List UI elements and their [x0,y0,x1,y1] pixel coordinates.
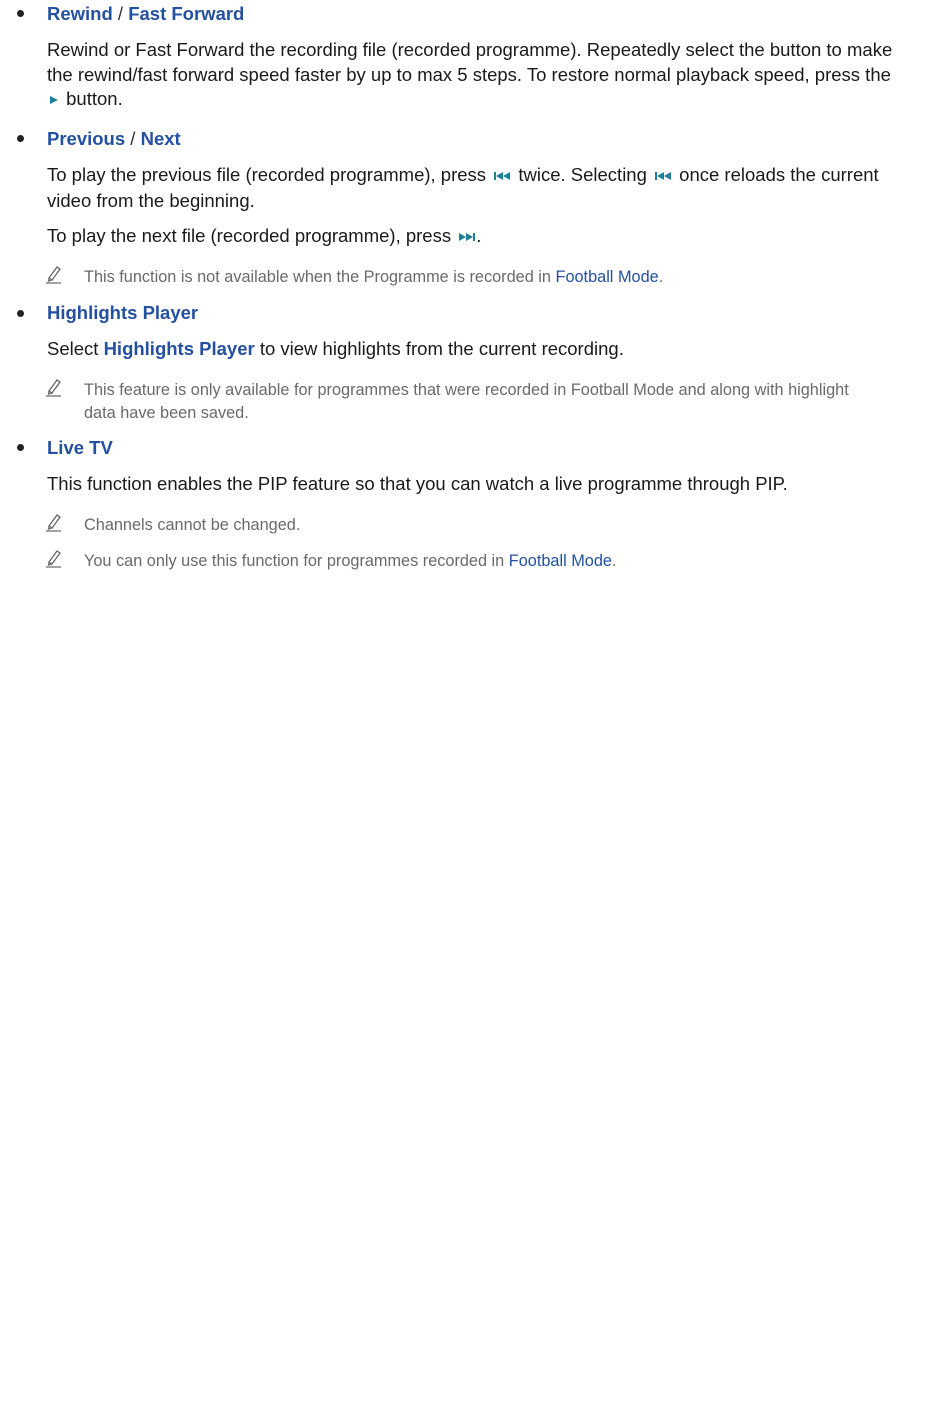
note-text: Channels cannot be changed. [84,516,301,534]
bullet-dot [17,310,24,317]
previous-description [47,163,897,213]
bullet-dot [17,444,24,451]
note-highlights [84,379,874,424]
previous-text-end: once reloads the current video from the beginning. [47,164,879,211]
rewind-label: Rewind [47,3,113,24]
bullet-dot [17,135,24,142]
section-heading-previous-next [47,128,181,150]
note-text-end: . [658,268,664,286]
live-tv-label: Live TV [47,437,113,458]
live-tv-text: This function enables the PIP feature so that you can watch a live programme through PIP. [47,473,788,494]
live-tv-description [47,472,897,497]
rewind-text: Rewind or Fast Forward the recording file (recorded programme). Repeatedly select the button to make the rewind/fast forward speed faster by up to max 5 steps. To restore normal playback speed, press the [47,39,893,85]
play-icon [49,88,59,113]
next-text: To play the next file (recorded programme), press [47,225,452,246]
section-heading-live-tv [47,437,113,459]
note-channels [84,514,874,537]
heading-separator: / [112,3,129,24]
heading-separator: / [125,128,141,149]
football-mode-link: Football Mode [555,268,659,286]
rewind-text-end: button. [66,88,123,109]
rewind-description [47,38,897,113]
previous-text-mid: twice. Selecting [518,164,647,185]
note-text: This feature is only available for programmes that were recorded in Football Mode and along with highlight data have been saved. [84,381,849,422]
football-mode-link: Football Mode [508,552,612,570]
previous-text: To play the previous file (recorded programme), press [47,164,487,185]
highlights-player-inline: Highlights Player [103,338,255,359]
skip-back-icon [493,164,511,189]
fast-forward-label: Fast Forward [128,3,245,24]
bullet-dot [17,10,24,17]
note-football-mode [84,550,874,573]
next-text-end: . [476,225,482,246]
note-pencil-icon [45,377,63,397]
highlights-text: Select [47,338,99,359]
section-heading-rewind [47,3,244,25]
note-text: This function is not available when the Programme is recorded in [84,268,551,286]
note-pencil-icon [45,548,63,568]
highlights-description [47,337,897,362]
note-text-end: . [611,552,617,570]
note-pencil-icon [45,264,63,284]
section-heading-highlights-player [47,302,198,324]
note-previous-next [84,266,874,289]
note-pencil-icon [45,512,63,532]
highlights-text-end: to view highlights from the current recording. [259,338,624,359]
next-label: Next [140,128,181,149]
note-text: You can only use this function for programmes recorded in [84,552,505,570]
previous-label: Previous [47,128,126,149]
next-description [47,224,897,250]
skip-back-icon [654,164,672,189]
highlights-player-label: Highlights Player [47,302,199,323]
skip-forward-icon [458,225,476,250]
